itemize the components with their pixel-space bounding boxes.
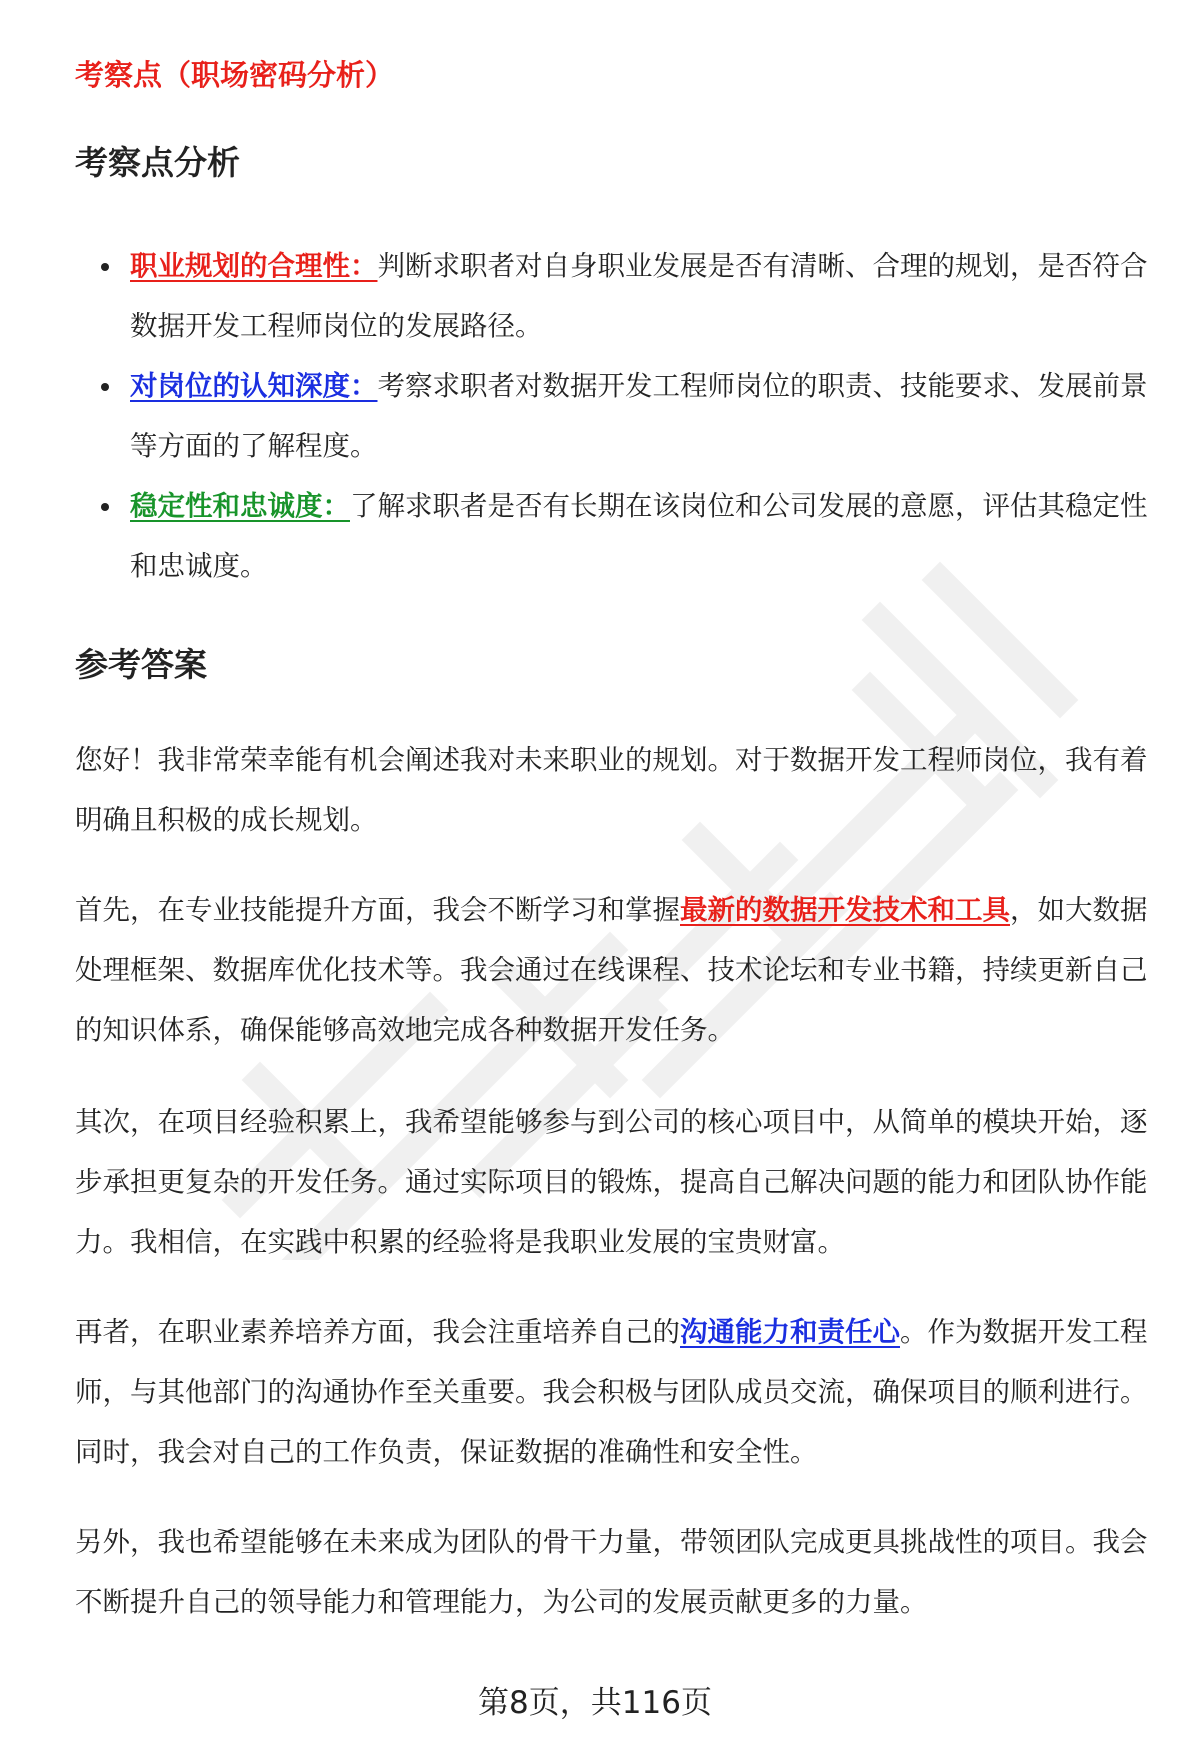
keyword-link: 职业规划的合理性： xyxy=(130,250,378,282)
list-item xyxy=(75,356,1155,476)
highlight-keyword: 沟通能力和责任心 xyxy=(680,1316,900,1348)
answer-paragraph-intro: 您好！我非常荣幸能有机会阐述我对未来职业的规划。对于数据开发工程师岗位，我有着明确且积极的成长规划。 xyxy=(75,744,1148,836)
analysis-heading: 考察点分析 xyxy=(75,143,240,182)
paragraph-text: ，如大数据处理框架、数据库优化技术等。我会通过在线课程、技术论坛和专业书籍，持续更新自己的知识体系，确保能够高效地完成各种数据开发任务。 xyxy=(75,894,1148,1046)
keyword-link: 稳定性和忠诚度： xyxy=(130,490,350,522)
answer-heading: 参考答案 xyxy=(75,645,207,684)
highlight-keyword: 最新的数据开发技术和工具 xyxy=(680,894,1010,926)
paragraph-text: 首先，在专业技能提升方面，我会不断学习和掌握 xyxy=(75,894,680,926)
list-item-text: 考察求职者对数据开发工程师岗位的职责、技能要求、发展前景等方面的了解程度。 xyxy=(130,370,1148,462)
paragraph-text: 再者，在职业素养培养方面，我会注重培养自己的 xyxy=(75,1316,680,1348)
list-item-text: 了解求职者是否有长期在该岗位和公司发展的意愿，评估其稳定性和忠诚度。 xyxy=(130,490,1148,582)
list-item xyxy=(75,236,1155,356)
answer-paragraph-leadership: 另外，我也希望能够在未来成为团队的骨干力量，带领团队完成更具挑战性的项目。我会不断提升自己的领导能力和管理能力，为公司的发展贡献更多的力量。 xyxy=(75,1526,1148,1618)
section-tag: 考察点（职场密码分析） xyxy=(75,58,395,92)
list-item xyxy=(75,476,1155,596)
answer-paragraph-soft-skills xyxy=(75,1302,1157,1482)
paragraph-text: 。作为数据开发工程师，与其他部门的沟通协作至关重要。我会积极与团队成员交流，确保项目的顺利进行。同时，我会对自己的工作负责，保证数据的准确性和安全性。 xyxy=(75,1316,1148,1468)
list-item-text: 判断求职者对自身职业发展是否有清晰、合理的规划，是否符合数据开发工程师岗位的发展路径。 xyxy=(130,250,1148,342)
answer-paragraph-skills xyxy=(75,880,1157,1060)
analysis-list xyxy=(75,236,1155,596)
keyword-link: 对岗位的认知深度： xyxy=(130,370,378,402)
answer-paragraph-projects: 其次，在项目经验积累上，我希望能够参与到公司的核心项目中，从简单的模块开始，逐步承担更复杂的开发任务。通过实际项目的锻炼，提高自己解决问题的能力和团队协作能力。我相信，在实践中积累的经验将是我职业发展的宝贵财富。 xyxy=(75,1106,1148,1258)
page-number: 第8页，共116页 xyxy=(478,1685,712,1721)
